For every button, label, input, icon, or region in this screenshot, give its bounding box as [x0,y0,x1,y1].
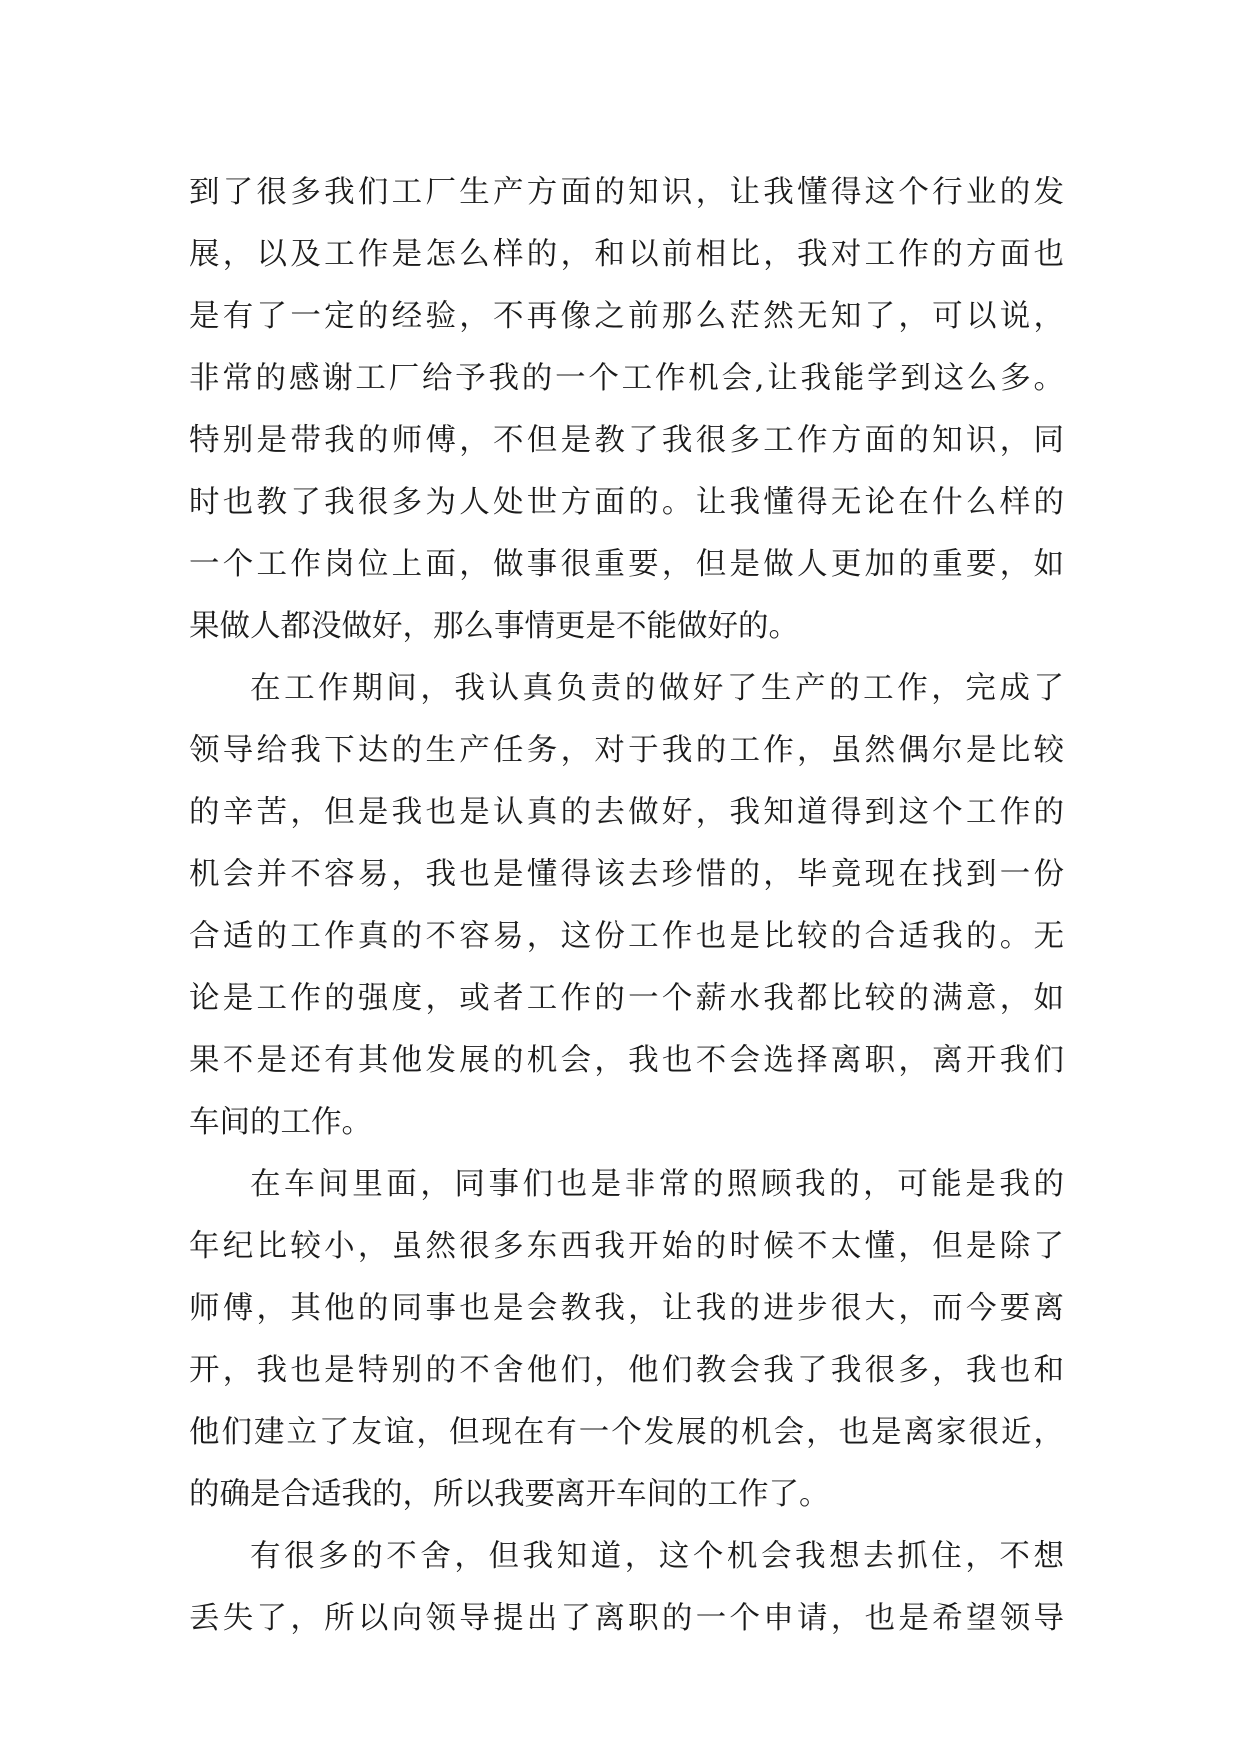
text-line: 非常的感谢工厂给予我的一个工作机会,让我能学到这么多。 [189,361,1064,396]
text-line: 时也教了我很多为人处世方面的。让我懂得无论在什么样的 [189,485,1064,520]
text-line: 师傅，其他的同事也是会教我，让我的进步很大，而今要离 [189,1291,1064,1326]
text-line: 领导给我下达的生产任务，对于我的工作，虽然偶尔是比较 [189,733,1064,768]
paragraph [189,658,1064,1154]
text-line: 有很多的不舍，但我知道，这个机会我想去抓住，不想 [250,1539,1064,1574]
text-line: 合适的工作真的不容易，这份工作也是比较的合适我的。无 [189,919,1064,954]
text-line: 展，以及工作是怎么样的，和以前相比，我对工作的方面也 [189,237,1064,272]
text-line: 是有了一定的经验，不再像之前那么茫然无知了，可以说， [189,299,1064,334]
text-line: 到了很多我们工厂生产方面的知识，让我懂得这个行业的发 [189,175,1064,210]
text-line: 一个工作岗位上面，做事很重要，但是做人更加的重要，如 [189,547,1064,582]
text-line: 特别是带我的师傅，不但是教了我很多工作方面的知识，同 [189,423,1064,458]
text-line: 车间的工作。 [189,1105,372,1140]
document-body [189,162,1064,1650]
text-line: 机会并不容易，我也是懂得该去珍惜的，毕竟现在找到一份 [189,857,1064,892]
text-line: 年纪比较小，虽然很多东西我开始的时候不太懂，但是除了 [189,1229,1064,1264]
text-line: 的确是合适我的，所以我要离开车间的工作了。 [189,1477,830,1512]
text-line: 果做人都没做好，那么事情更是不能做好的。 [189,609,799,644]
text-line: 在工作期间，我认真负责的做好了生产的工作，完成了 [250,671,1064,706]
paragraph [189,1526,1064,1650]
paragraph [189,162,1064,658]
text-line: 论是工作的强度，或者工作的一个薪水我都比较的满意，如 [189,981,1064,1016]
paragraph [189,1154,1064,1526]
text-line: 丢失了，所以向领导提出了离职的一个申请，也是希望领导 [189,1601,1064,1636]
text-line: 他们建立了友谊，但现在有一个发展的机会，也是离家很近， [189,1415,1064,1450]
text-line: 开，我也是特别的不舍他们，他们教会我了我很多，我也和 [189,1353,1064,1388]
text-line: 果不是还有其他发展的机会，我也不会选择离职，离开我们 [189,1043,1064,1078]
text-line: 的辛苦，但是我也是认真的去做好，我知道得到这个工作的 [189,795,1064,830]
text-line: 在车间里面，同事们也是非常的照顾我的，可能是我的 [250,1167,1064,1202]
